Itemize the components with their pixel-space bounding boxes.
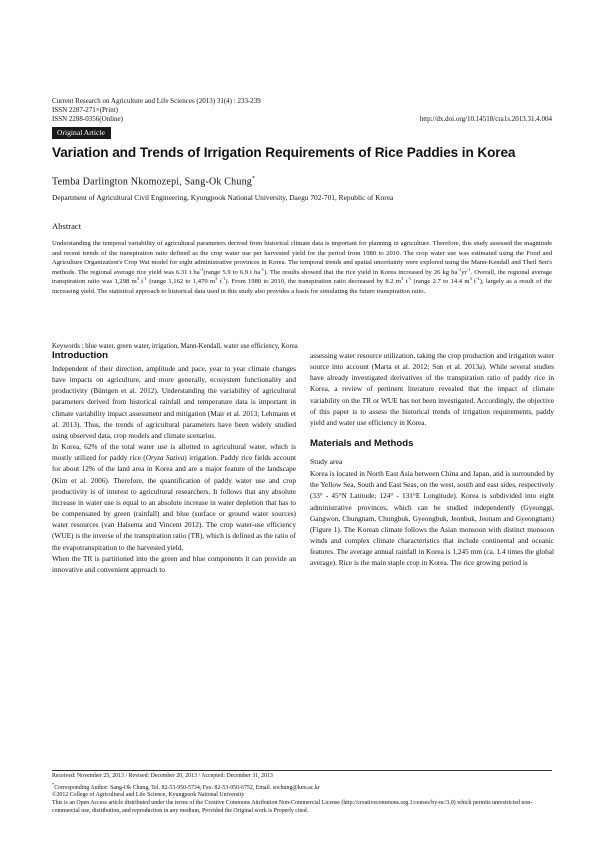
copyright: ©2012 College of Agricultural and Life Science, Kyungpook National University [52, 792, 245, 799]
footnote-divider [52, 770, 552, 771]
corresponding-author: *Corresponding Author: Sang-Ok Chung, Tel. 82-53-950-5734, Fax. 82-53-950-6752, Email. sochung@knu.ac.kr [52, 781, 320, 791]
affiliation: Department of Agricultural Civil Engineering, Kyungpook National University, Daegu 702-701, Republic of Korea [52, 193, 394, 202]
license-text: This is an Open Access article distributed under the terms of the Creative Commons Attribution Non-Commercial License (http://creativecommons.org.1:censes/by-nc/3.0) which permits unrestricted non-commercial use, distribution, and reproduction in any medium, Provided the Original work is Properly cited. [52, 800, 533, 814]
methods-heading: Materials and Methods [310, 438, 414, 450]
abstract-body: Understanding the temporal variability of agricultural parameters derived from historical climate data is important for planning in agriculture. Therefore, this study assessed the magnitude and recent trends of the transpiration ratio defined as the crop water use per harvested yield for the period from 1980 to 2010. The crop water use was estimated using the Food and Agriculture Organization's Crop Wat model for eight administrative provinces in Korea. The temporal trends and spatial uncertainty were explored using the Mann-Kendall and Theil Sen's methods. The regional average rice yield was 6.31 t $ha^{-1}(range$ 5.9 to 6.9 t $ha^{-1}$). The results showed that the rice yield in Korea increased by 26 kg $ha^{-1}yr^{-1}$. Overall, the regional average transpiration ratio was 1,298 $m^3$ $t^{-1}$ (range 1,162 to 1,470 $m^3$ $t^{-1}$). From 1980 to 2010, the transpiration ratio decreased by 8.2 $m^3$ $t^{-1}$ (range 2.7 to 14.4 $m^3$ $t^{-1}$), largely as a result of the increasing yield. The statistical approach to historical data used in this study also provides a basis for simulating the future transpiration ratio. [52, 240, 552, 295]
doi-link[interactable]: http://dx.doi.org/10.14518/cra1s.2013.31.4.004 [419, 115, 552, 124]
study-area-subheading: Study area [310, 457, 343, 467]
keywords: Keywords : blue water, green water, irrigation, Mann-Kendall, water use efficiency, Korea [52, 343, 298, 350]
intro-paragraph-3: When the TR is partitioned into the green and blue components it can provide an innovative and convenient approach to [52, 553, 296, 574]
article-type-badge: Original Article [52, 127, 111, 139]
footnotes [52, 773, 552, 815]
issn-print: ISSN 2287-271×(Print) [52, 106, 118, 115]
journal-citation: Current Research on Agriculture and Life Sciences (2013) 31(4) : 233-239 [52, 97, 261, 105]
journal-header [52, 97, 552, 125]
abstract-heading: Abstract [52, 221, 82, 231]
left-column [52, 350, 296, 575]
received-dates: Received: November 25, 2013 / Revised: December 20, 2013 / Accepted: December 31, 2013 [52, 773, 273, 779]
author-names: Temba Darlington Nkomozepi, Sang-Ok Chung [52, 176, 252, 188]
right-column [310, 350, 554, 569]
methods-paragraph-1: Korea is located in North East Asia between China and Japan, and is surrounded by the Yellow Sea, South and East Seas, on the west, south and east sides, respectively (33° - 45°N Latitude; 124° - 131°E Longitude). Korea is subdivided into eight administrative provinces, which can be studied independently (Gyeonggi, Gangwon, Chungnam, Chungbuk, Gyeongbuk, Jeonbuk, Jeonam and Gyeongnam) (Figure 1). The Korean climate follows the Asian monsoon with distinct monsoon winds and complex climate characteristics that include continental and oceanic features. The average annual rainfall in Korea is 1,245 mm (ca. 1.4 times the global average). Rice is the main staple crop in Korea. The rice growing period is [310, 469, 554, 568]
paper-title: Variation and Trends of Irrigation Requirements of Rice Paddies in Korea [52, 145, 516, 160]
intro-paragraph-2: In Korea, 62% of the total water use is allotted to agricultural water, which is mostly utilized for paddy rice (Oryza Sativa) irrigation. Paddy rice fields account for about 12% of the land area in Korea and are a major feature of the landscape (Kim et al. 2006). Therefore, the quantification of paddy water use and crop productivity is of interest to agricultural researchers. It follows that any absolute increase in water use is equal to an absolute increase in water depletion that has to be compensated by green (rainfall) and blue (surface or ground water sources) water resources (van Halsema and Vincent 2012). The crop water-use efficiency (WUE) is the inverse of the transpiration ratio (TR), which is defined as the ratio of the evapotranspiration to the harvested yield. [52, 442, 296, 552]
intro-paragraph-1: Independent of their direction, amplitude and pace, year to year climate changes have impacts on agriculture, and more generally, ecosystem functionality and productivity (Büntgen et al. 2012). Understanding the variability of agricultural parameters derived from historical rainfall and temperature data is important in climate variability impact assessment and mitigation (Mair et al. 2013; Lehmann et al. 2013). Thus, the trends of agricultural parameters have been widely studied using observed data, crop models and climate scenarios. [52, 364, 296, 440]
author-list [52, 176, 255, 187]
corresponding-mark: * [251, 176, 256, 182]
intro-paragraph-4: assessing water resource utilization, taking the crop production and irrigation water source into account (Marta et al. 2012; Sun et al. 2013a). While several studies have already investigated derivatives of the transpiration ratio of paddy rice in Korea, a review of pertinent literature revealed that the impact of climate variability on the TR or WUE has not been investigated. Accordingly, the objective of this paper is to assess the historical trends of irrigation requirements, paddy yield and water use efficiency in Korea. [310, 351, 554, 427]
introduction-heading: Introduction [52, 350, 108, 361]
issn-online: ISSN 2288-0356(Online) [52, 115, 123, 124]
